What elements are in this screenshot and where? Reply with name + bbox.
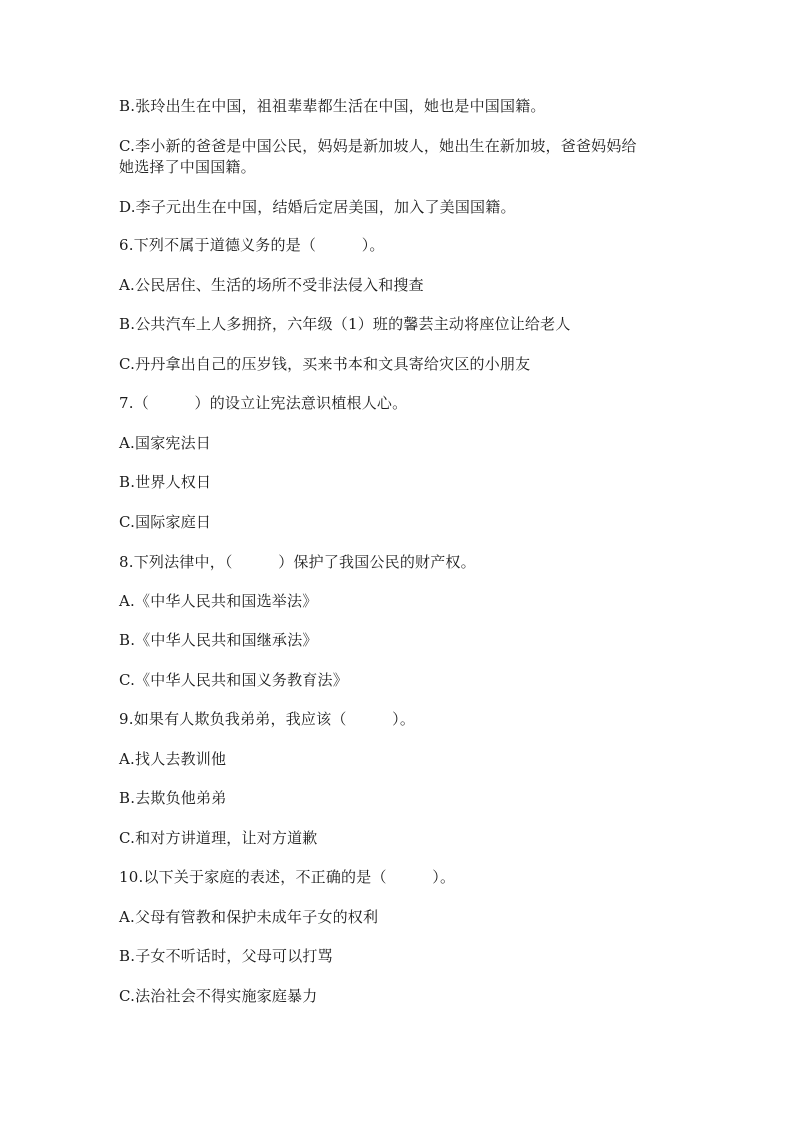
option-10c: C.法治社会不得实施家庭暴力 xyxy=(119,987,318,1005)
question-8: 8.下列法律中，（ ）保护了我国公民的财产权。 xyxy=(119,553,476,571)
option-5c-line2: 她选择了中国国籍。 xyxy=(119,158,256,176)
option-9b: B.去欺负他弟弟 xyxy=(119,789,227,807)
option-8a: A.《中华人民共和国选举法》 xyxy=(119,592,318,610)
option-8c: C.《中华人民共和国义务教育法》 xyxy=(119,671,348,689)
option-7c: C.国际家庭日 xyxy=(119,513,212,531)
option-5b: B.张玲出生在中国，祖祖辈辈都生活在中国，她也是中国国籍。 xyxy=(119,97,546,115)
option-7b: B.世界人权日 xyxy=(119,473,212,491)
option-6c: C.丹丹拿出自己的压岁钱，买来书本和文具寄给灾区的小朋友 xyxy=(119,355,531,373)
option-10b: B.子女不听话时，父母可以打骂 xyxy=(119,947,333,965)
option-6b: B.公共汽车上人多拥挤，六年级（1）班的馨芸主动将座位让给老人 xyxy=(119,315,571,333)
option-5d: D.李子元出生在中国，结婚后定居美国，加入了美国国籍。 xyxy=(119,198,516,216)
option-9c: C.和对方讲道理，让对方道歉 xyxy=(119,829,318,847)
question-6: 6.下列不属于道德义务的是（ ）。 xyxy=(119,236,385,254)
option-6a: A.公民居住、生活的场所不受非法侵入和搜查 xyxy=(119,276,424,294)
option-7a: A.国家宪法日 xyxy=(119,434,212,452)
option-8b: B.《中华人民共和国继承法》 xyxy=(119,631,318,649)
question-7: 7.（ ）的设立让宪法意识植根人心。 xyxy=(119,394,408,412)
option-10a: A.父母有管教和保护未成年子女的权利 xyxy=(119,908,379,926)
option-5c-line1: C.李小新的爸爸是中国公民，妈妈是新加坡人，她出生在新加坡，爸爸妈妈给 xyxy=(119,137,637,155)
question-10: 10.以下关于家庭的表述，不正确的是（ ）。 xyxy=(119,868,456,886)
question-9: 9.如果有人欺负我弟弟，我应该（ ）。 xyxy=(119,710,416,728)
option-9a: A.找人去教训他 xyxy=(119,750,227,768)
